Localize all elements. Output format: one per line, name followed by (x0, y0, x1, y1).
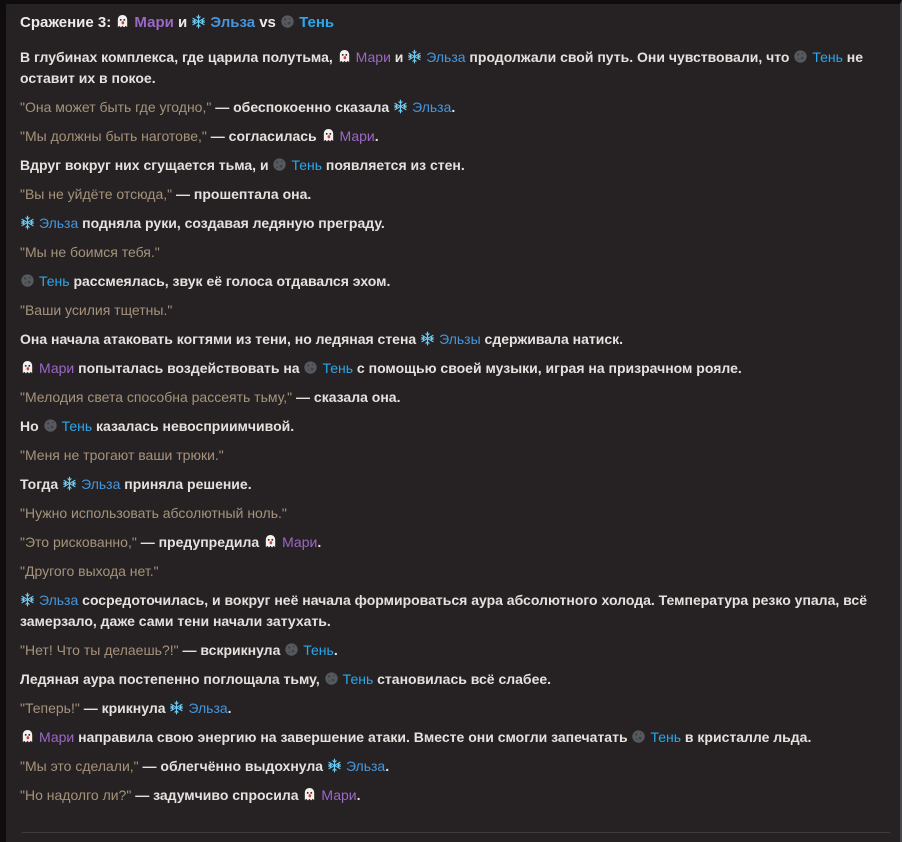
narration-text: Вдруг вокруг них сгущается тьма, и (20, 157, 273, 173)
character-elza (407, 49, 465, 65)
narration-text: направила свою энергию на завершение атаки. Вместе они смогли запечатать (74, 729, 632, 745)
narration-text: — облегчённо выдохнула (138, 758, 327, 774)
ghost-icon (337, 49, 352, 64)
narration-text: и (390, 49, 408, 65)
character-mari (337, 49, 391, 65)
character-elza (393, 99, 451, 115)
narration-text: попыталась воздействовать на (74, 360, 304, 376)
snowflake-icon (393, 99, 408, 114)
narration-text: — сказала она. (292, 389, 401, 405)
quote-text: "Она может быть где угодно," (20, 99, 212, 115)
quote-text: "Но надолго ли?" (20, 787, 132, 803)
character-ten (284, 642, 334, 658)
story-paragraph (20, 590, 880, 632)
character-mari (321, 128, 375, 144)
character-mari (302, 787, 356, 803)
character-name: Эльза (39, 215, 79, 231)
ghost-icon (263, 534, 278, 549)
narration-text: . (227, 700, 232, 716)
narration-text: — прошептала она. (172, 186, 312, 202)
character-elza (62, 476, 120, 492)
narration-text: . (385, 758, 390, 774)
character-name: Тень (39, 273, 70, 289)
new-moon-icon (280, 14, 295, 29)
narration-text: — обеспокоенно сказала (211, 99, 394, 115)
story-paragraph (20, 727, 880, 748)
snowflake-icon (62, 476, 77, 491)
character-name: Тень (291, 157, 323, 173)
character-ten (272, 157, 322, 173)
narration-text: Ледяная аура постепенно поглощала тьму, (20, 671, 324, 687)
character-name: Эльзы (439, 331, 481, 347)
character-name: Мари (282, 534, 318, 550)
quote-text: "Вы не уйдёте отсюда," (20, 186, 173, 202)
quote-text: "Другого выхода нет." (20, 563, 159, 579)
story-paragraph (20, 561, 880, 582)
character-name: Мари (134, 14, 174, 31)
character-elza (191, 14, 255, 31)
quote-text: "Это рискованно," (20, 534, 137, 550)
story-paragraph (20, 474, 880, 495)
story-paragraph (20, 756, 880, 777)
story-paragraph (20, 47, 880, 89)
story-body (20, 47, 880, 806)
snowflake-icon (407, 49, 422, 64)
character-name: Мари (355, 49, 391, 65)
character-name: Эльза (426, 49, 466, 65)
character-elza (327, 758, 385, 774)
narration-text: . (374, 128, 379, 144)
story-paragraph (20, 184, 880, 205)
character-elza (20, 215, 78, 231)
new-moon-icon (43, 418, 58, 433)
narration-text: с помощью своей музыки, играя на призрачном рояле. (353, 360, 742, 376)
character-ten (20, 273, 70, 289)
character-name: Мари (339, 128, 375, 144)
character-ten (43, 418, 93, 434)
character-mari (20, 729, 74, 745)
character-name: Тень (303, 642, 334, 658)
ghost-icon (20, 360, 35, 375)
narration-text: продолжали свой путь. Они чувствовали, что (465, 49, 794, 65)
story-paragraph (20, 300, 880, 321)
character-name: Тень (61, 418, 93, 434)
narration-text: . (451, 99, 456, 115)
narration-text: в кристалле льда. (681, 729, 812, 745)
character-name: Мари (39, 360, 75, 376)
narration-text: — крикнула (79, 700, 170, 716)
character-name: Тень (812, 49, 843, 65)
new-moon-icon (324, 671, 339, 686)
snowflake-icon (20, 592, 35, 607)
narration-text: появляется из стен. (322, 157, 465, 173)
new-moon-icon (20, 273, 35, 288)
narration-text: казалась невосприимчивой. (92, 418, 295, 434)
narration-text: Сражение 3: (20, 14, 116, 31)
character-ten (793, 49, 843, 65)
character-name: Мари (39, 729, 75, 745)
narration-text: — предупредила (136, 534, 264, 550)
character-ten (324, 671, 374, 687)
quote-text: "Нужно использовать абсолютный ноль." (20, 505, 287, 521)
ghost-icon (302, 787, 317, 802)
story-paragraph (20, 155, 880, 176)
story-paragraph (20, 640, 880, 661)
character-mari (115, 14, 173, 31)
new-moon-icon (284, 642, 299, 657)
snowflake-icon (20, 215, 35, 230)
narration-text: приняла решение. (120, 476, 252, 492)
character-mari (20, 360, 74, 376)
narration-text: сдерживала натиск. (480, 331, 624, 347)
narration-text: становилась всё слабее. (373, 671, 552, 687)
new-moon-icon (272, 157, 287, 172)
snowflake-icon (191, 14, 206, 29)
narration-text: — вскрикнула (178, 642, 285, 658)
narration-text: В глубинах комплекса, где царила полутьма, (20, 49, 337, 65)
character-elza (20, 592, 78, 608)
character-ten (280, 14, 334, 31)
quote-text: "Меня не трогают ваши трюки." (20, 447, 224, 463)
story-paragraph (20, 329, 880, 350)
narration-text: . (317, 534, 322, 550)
narration-text: . (356, 787, 361, 803)
story-paragraph (20, 445, 880, 466)
narration-text: — согласилась (206, 128, 321, 144)
bottom-divider (22, 832, 890, 833)
character-name: Эльза (345, 758, 386, 774)
character-name: Тень (650, 729, 682, 745)
story-paragraph (20, 416, 880, 437)
character-name: Эльза (39, 592, 79, 608)
narration-text: Но (20, 418, 43, 434)
story-paragraph (20, 503, 880, 524)
story-paragraph (20, 213, 880, 234)
character-name: Тень (322, 360, 354, 376)
new-moon-icon (793, 49, 808, 64)
narration-text: vs (255, 14, 281, 31)
ghost-icon (321, 128, 336, 143)
narration-text: не оставит их в покое. (20, 49, 864, 86)
quote-text: "Мы это сделали," (20, 758, 139, 774)
quote-text: "Мелодия света способна рассеять тьму," (20, 389, 293, 405)
new-moon-icon (631, 729, 646, 744)
character-ten (631, 729, 681, 745)
narration-text: Тогда (20, 476, 63, 492)
ghost-icon (115, 14, 130, 29)
narration-text: сосредоточилась, и вокруг неё начала формироваться аура абсолютного холода. Температура резко упала, всё замерзало, даже сами тени начали затухать. (20, 592, 867, 629)
character-name: Эльза (81, 476, 121, 492)
new-moon-icon (303, 360, 318, 375)
story-paragraph (20, 669, 880, 690)
character-name: Мари (321, 787, 357, 803)
story-paragraph (20, 242, 880, 263)
narration-text: подняла руки, создавая ледяную преграду. (78, 215, 385, 231)
quote-text: "Мы должны быть наготове," (20, 128, 207, 144)
story-paragraph (20, 126, 880, 147)
quote-text: "Нет! Что ты делаешь?!" (20, 642, 179, 658)
narration-text: рассмеялась, звук её голоса отдавался эхом. (69, 273, 391, 289)
character-elza (169, 700, 227, 716)
character-ten (303, 360, 353, 376)
story-paragraph (20, 532, 880, 553)
story-paragraph (20, 358, 880, 379)
character-mari (263, 534, 317, 550)
snowflake-icon (327, 758, 342, 773)
quote-text: "Теперь!" (20, 700, 80, 716)
quote-text: "Мы не боимся тебя." (20, 244, 160, 260)
character-name: Эльза (412, 99, 452, 115)
snowflake-icon (169, 700, 184, 715)
character-elza (420, 331, 481, 347)
story-paragraph (20, 271, 880, 292)
character-name: Эльза (188, 700, 228, 716)
snowflake-icon (420, 331, 435, 346)
story-paragraph (20, 97, 880, 118)
story-paragraph (20, 785, 880, 806)
ghost-icon (20, 729, 35, 744)
narration-text: . (333, 642, 338, 658)
quote-text: "Ваши усилия тщетны." (20, 302, 173, 318)
character-name: Тень (342, 671, 374, 687)
battle-title (20, 12, 880, 34)
narration-text: Она начала атаковать когтями из тени, но ледяная стена (20, 331, 421, 347)
story-paragraph (20, 387, 880, 408)
character-name: Эльза (210, 14, 256, 31)
narration-text: и (173, 14, 192, 31)
character-name: Тень (299, 14, 335, 31)
narration-text: — задумчиво спросила (131, 787, 303, 803)
story-paragraph (20, 698, 880, 719)
